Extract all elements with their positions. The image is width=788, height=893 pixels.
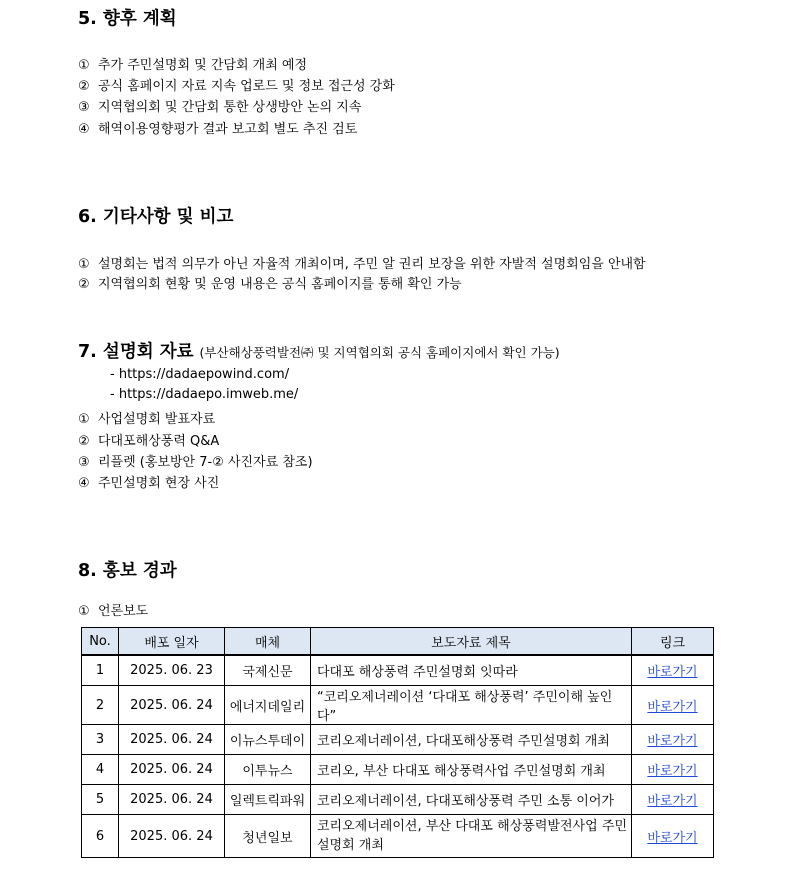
item-text: 지역협의회 및 간담회 통한 상생방안 논의 지속 — [98, 100, 362, 115]
row-title: 코리오제너레이션, 다대포해상풍력 주민 소통 이어가 — [311, 785, 632, 815]
shortcut-link[interactable]: 바로가기 — [647, 830, 698, 846]
item-text: 공식 홈페이지 자료 지속 업로드 및 정보 접근성 강화 — [98, 79, 395, 94]
section6-item-2 — [78, 273, 462, 292]
row-link-cell — [632, 725, 714, 755]
shortcut-link[interactable]: 바로가기 — [647, 665, 698, 680]
row-media: 에너지데일리 — [225, 686, 311, 725]
section6-heading: 6. 기타사항 및 비고 — [78, 207, 234, 227]
row-date: 2025. 06. 23 — [119, 655, 225, 686]
press-release-table — [81, 627, 714, 858]
row-media: 이투뉴스 — [225, 755, 311, 785]
item-number: ② — [78, 434, 90, 449]
row-link-cell — [632, 785, 714, 815]
table-row — [82, 725, 714, 755]
item-text: 설명회는 법적 의무가 아닌 자율적 개최이며, 주민 알 권리 보장을 위한 자발적 설명회임을 안내함 — [98, 257, 646, 272]
section5-item-2 — [78, 75, 395, 94]
col-header-no: No. — [82, 628, 119, 656]
row-no: 6 — [82, 815, 119, 858]
row-date: 2025. 06. 24 — [119, 725, 225, 755]
row-media: 국제신문 — [225, 655, 311, 686]
section8-heading: 8. 홍보 경과 — [78, 561, 177, 581]
item-text: 사업설명회 발표자료 — [98, 412, 216, 427]
item-number: ② — [78, 79, 90, 94]
row-date: 2025. 06. 24 — [119, 785, 225, 815]
row-title: 코리오제너레이션, 다대포해상풍력 주민설명회 개최 — [311, 725, 632, 755]
section7-item-2 — [78, 430, 219, 449]
row-media: 이뉴스투데이 — [225, 725, 311, 755]
section5-item-4 — [78, 118, 357, 137]
row-date: 2025. 06. 24 — [119, 755, 225, 785]
section7-title: 7. 설명회 자료 — [78, 342, 194, 362]
section7-item-1 — [78, 408, 215, 427]
item-number: ① — [78, 604, 90, 619]
section7-item-3 — [78, 451, 313, 470]
table-row — [82, 755, 714, 785]
col-header-link: 링크 — [632, 628, 714, 656]
section5-heading: 5. 향후 계획 — [78, 9, 177, 29]
item-number: ③ — [78, 100, 90, 115]
item-text: 다대포해상풍력 Q&A — [98, 434, 220, 449]
row-title: “코리오제너레이션 ‘다대포 해상풍력’ 주민이해 높인다” — [311, 686, 632, 725]
row-no: 4 — [82, 755, 119, 785]
item-text: 주민설명회 현장 사진 — [98, 476, 220, 491]
row-link-cell — [632, 815, 714, 858]
table-header-row — [82, 628, 714, 656]
item-text: 해역이용영향평가 결과 보고회 별도 추진 검토 — [98, 122, 358, 137]
row-no: 3 — [82, 725, 119, 755]
row-media: 청년일보 — [225, 815, 311, 858]
item-text: 언론보도 — [98, 604, 149, 619]
row-title: 코리오제너레이션, 부산 다대포 해상풍력발전사업 주민설명회 개최 — [311, 815, 632, 858]
row-link-cell — [632, 686, 714, 725]
section8-subitem — [78, 600, 148, 619]
item-text: 지역협의회 현황 및 운영 내용은 공식 홈페이지를 통해 확인 가능 — [98, 277, 462, 292]
item-number: ① — [78, 58, 90, 73]
shortcut-link[interactable]: 바로가기 — [647, 734, 698, 749]
homepage-url-1[interactable]: - https://dadaepowind.com/ — [110, 367, 290, 382]
col-header-title: 보도자료 제목 — [311, 628, 632, 656]
row-title: 다대포 해상풍력 주민설명회 잇따라 — [311, 655, 632, 686]
row-no: 2 — [82, 686, 119, 725]
section7-item-4 — [78, 472, 219, 491]
row-media: 일렉트릭파워 — [225, 785, 311, 815]
homepage-url-2[interactable]: - https://dadaepo.imweb.me/ — [110, 387, 299, 402]
row-title: 코리오, 부산 다대포 해상풍력사업 주민설명회 개최 — [311, 755, 632, 785]
row-no: 1 — [82, 655, 119, 686]
shortcut-link[interactable]: 바로가기 — [647, 764, 698, 779]
col-header-date: 배포 일자 — [119, 628, 225, 656]
item-number: ④ — [78, 122, 90, 137]
row-link-cell — [632, 755, 714, 785]
item-number: ① — [78, 257, 90, 272]
item-number: ① — [78, 412, 90, 427]
shortcut-link[interactable]: 바로가기 — [647, 699, 698, 715]
row-date: 2025. 06. 24 — [119, 815, 225, 858]
table-row — [82, 655, 714, 686]
section5-item-3 — [78, 96, 361, 115]
item-number: ③ — [78, 455, 90, 470]
col-header-media: 매체 — [225, 628, 311, 656]
section5-item-1 — [78, 54, 307, 73]
item-number: ④ — [78, 476, 90, 491]
table-row — [82, 815, 714, 858]
shortcut-link[interactable]: 바로가기 — [647, 794, 698, 809]
row-date: 2025. 06. 24 — [119, 686, 225, 725]
table-row — [82, 785, 714, 815]
item-number: ② — [78, 277, 90, 292]
section7-subheading: (부산해상풍력발전㈜ 및 지역협의회 공식 홈페이지에서 확인 가능) — [199, 345, 560, 360]
table-row — [82, 686, 714, 725]
section6-item-1 — [78, 253, 646, 272]
row-link-cell — [632, 655, 714, 686]
row-no: 5 — [82, 785, 119, 815]
section7-heading — [78, 338, 560, 363]
item-text: 추가 주민설명회 및 간담회 개최 예정 — [98, 58, 308, 73]
item-text: 리플렛 (홍보방안 7-② 사진자료 참조) — [98, 455, 313, 470]
